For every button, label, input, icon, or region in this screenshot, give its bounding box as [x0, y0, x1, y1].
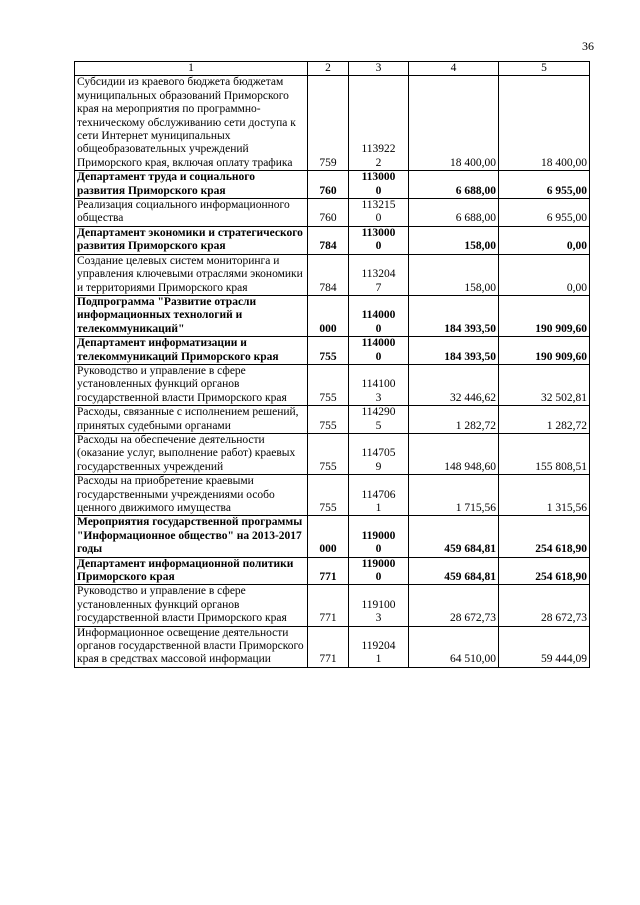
row-value-1-cell: 28 672,73: [409, 585, 499, 626]
row-name-cell: Департамент экономики и стратегического развития Приморского края: [75, 226, 308, 254]
row-code-cell: 771: [308, 585, 349, 626]
row-article-cell: 114290 5: [349, 406, 409, 434]
row-code-cell: 755: [308, 364, 349, 405]
row-code-cell: 000: [308, 516, 349, 557]
row-name-cell: Департамент информатизации и телекоммуникаций Приморского края: [75, 337, 308, 365]
row-name-cell: Субсидии из краевого бюджета бюджетам муниципальных образований Приморского края на мероприятия по программно-техническому обслуживанию сети доступа к сети Интернет муниципальных общеобразовательных учреждений Приморского края, включая оплату трафика: [75, 76, 308, 171]
row-article-cell: 113215 0: [349, 199, 409, 227]
row-article-cell: 113000 0: [349, 171, 409, 199]
row-value-1-cell: 459 684,81: [409, 516, 499, 557]
row-code-cell: 759: [308, 76, 349, 171]
row-value-1-cell: 158,00: [409, 254, 499, 295]
row-name-cell: Руководство и управление в сфере установленных функций органов государственной власти Приморского края: [75, 364, 308, 405]
row-value-2-cell: 18 400,00: [499, 76, 590, 171]
row-name-cell: Информационное освещение деятельности органов государственной власти Приморского края в средствах массовой информации: [75, 626, 308, 667]
budget-table: [74, 61, 590, 668]
row-value-1-cell: 158,00: [409, 226, 499, 254]
row-value-2-cell: 0,00: [499, 254, 590, 295]
row-value-2-cell: 28 672,73: [499, 585, 590, 626]
header-cell-value-2: 5: [499, 62, 590, 76]
budget-table-body: [75, 62, 590, 668]
row-code-cell: 760: [308, 199, 349, 227]
row-value-2-cell: 190 909,60: [499, 295, 590, 336]
page-number: 36: [582, 39, 594, 53]
table-row: [75, 364, 590, 405]
row-value-2-cell: 6 955,00: [499, 171, 590, 199]
row-code-cell: 755: [308, 475, 349, 516]
row-article-cell: 119204 1: [349, 626, 409, 667]
header-cell-name: 1: [75, 62, 308, 76]
row-name-cell: Реализация социального информационного общества: [75, 199, 308, 227]
row-value-1-cell: 459 684,81: [409, 557, 499, 585]
table-row: [75, 295, 590, 336]
table-row: [75, 406, 590, 434]
row-value-2-cell: 155 808,51: [499, 433, 590, 474]
header-cell-article: 3: [349, 62, 409, 76]
row-value-1-cell: 32 446,62: [409, 364, 499, 405]
row-value-2-cell: 1 315,56: [499, 475, 590, 516]
row-article-cell: 114705 9: [349, 433, 409, 474]
row-article-cell: 114000 0: [349, 337, 409, 365]
row-code-cell: 755: [308, 406, 349, 434]
row-code-cell: 784: [308, 254, 349, 295]
row-value-2-cell: 254 618,90: [499, 516, 590, 557]
row-value-2-cell: 254 618,90: [499, 557, 590, 585]
row-value-2-cell: 190 909,60: [499, 337, 590, 365]
header-cell-code: 2: [308, 62, 349, 76]
row-value-1-cell: 184 393,50: [409, 295, 499, 336]
table-row: [75, 433, 590, 474]
table-row: [75, 337, 590, 365]
row-code-cell: 755: [308, 433, 349, 474]
row-value-1-cell: 184 393,50: [409, 337, 499, 365]
row-code-cell: 000: [308, 295, 349, 336]
table-row: [75, 226, 590, 254]
table-row: [75, 516, 590, 557]
row-code-cell: 771: [308, 557, 349, 585]
table-row: [75, 254, 590, 295]
row-value-1-cell: 1 715,56: [409, 475, 499, 516]
row-code-cell: 755: [308, 337, 349, 365]
row-value-2-cell: 6 955,00: [499, 199, 590, 227]
row-article-cell: 113922 2: [349, 76, 409, 171]
table-row: [75, 475, 590, 516]
row-value-2-cell: 0,00: [499, 226, 590, 254]
row-article-cell: 113204 7: [349, 254, 409, 295]
row-value-1-cell: 148 948,60: [409, 433, 499, 474]
row-article-cell: 114100 3: [349, 364, 409, 405]
row-value-1-cell: 18 400,00: [409, 76, 499, 171]
row-value-2-cell: 32 502,81: [499, 364, 590, 405]
table-row: [75, 76, 590, 171]
row-name-cell: Расходы на приобретение краевыми государственными учреждениями особо ценного движимого имущества: [75, 475, 308, 516]
row-article-cell: 119000 0: [349, 557, 409, 585]
row-code-cell: 771: [308, 626, 349, 667]
row-value-1-cell: 1 282,72: [409, 406, 499, 434]
row-code-cell: 760: [308, 171, 349, 199]
row-name-cell: Мероприятия государственной программы "Информационное общество" на 2013-2017 годы: [75, 516, 308, 557]
row-value-2-cell: 1 282,72: [499, 406, 590, 434]
table-header-row: [75, 62, 590, 76]
row-name-cell: Руководство и управление в сфере установленных функций органов государственной власти Приморского края: [75, 585, 308, 626]
table-row: [75, 171, 590, 199]
row-name-cell: Создание целевых систем мониторинга и управления ключевыми отраслями экономики и территориями Приморского края: [75, 254, 308, 295]
table-row: [75, 199, 590, 227]
row-value-1-cell: 64 510,00: [409, 626, 499, 667]
row-value-2-cell: 59 444,09: [499, 626, 590, 667]
row-name-cell: Расходы, связанные с исполнением решений, принятых судебными органами: [75, 406, 308, 434]
table-row: [75, 626, 590, 667]
row-value-1-cell: 6 688,00: [409, 171, 499, 199]
row-name-cell: Департамент информационной политики Приморского края: [75, 557, 308, 585]
row-article-cell: 114000 0: [349, 295, 409, 336]
row-article-cell: 119000 0: [349, 516, 409, 557]
row-article-cell: 114706 1: [349, 475, 409, 516]
row-name-cell: Подпрограмма "Развитие отрасли информационных технологий и телекоммуникаций": [75, 295, 308, 336]
table-row: [75, 557, 590, 585]
header-cell-value-1: 4: [409, 62, 499, 76]
row-name-cell: Расходы на обеспечение деятельности (оказание услуг, выполнение работ) краевых государственных учреждений: [75, 433, 308, 474]
row-article-cell: 113000 0: [349, 226, 409, 254]
table-row: [75, 585, 590, 626]
row-code-cell: 784: [308, 226, 349, 254]
row-article-cell: 119100 3: [349, 585, 409, 626]
row-value-1-cell: 6 688,00: [409, 199, 499, 227]
row-name-cell: Департамент труда и социального развития Приморского края: [75, 171, 308, 199]
